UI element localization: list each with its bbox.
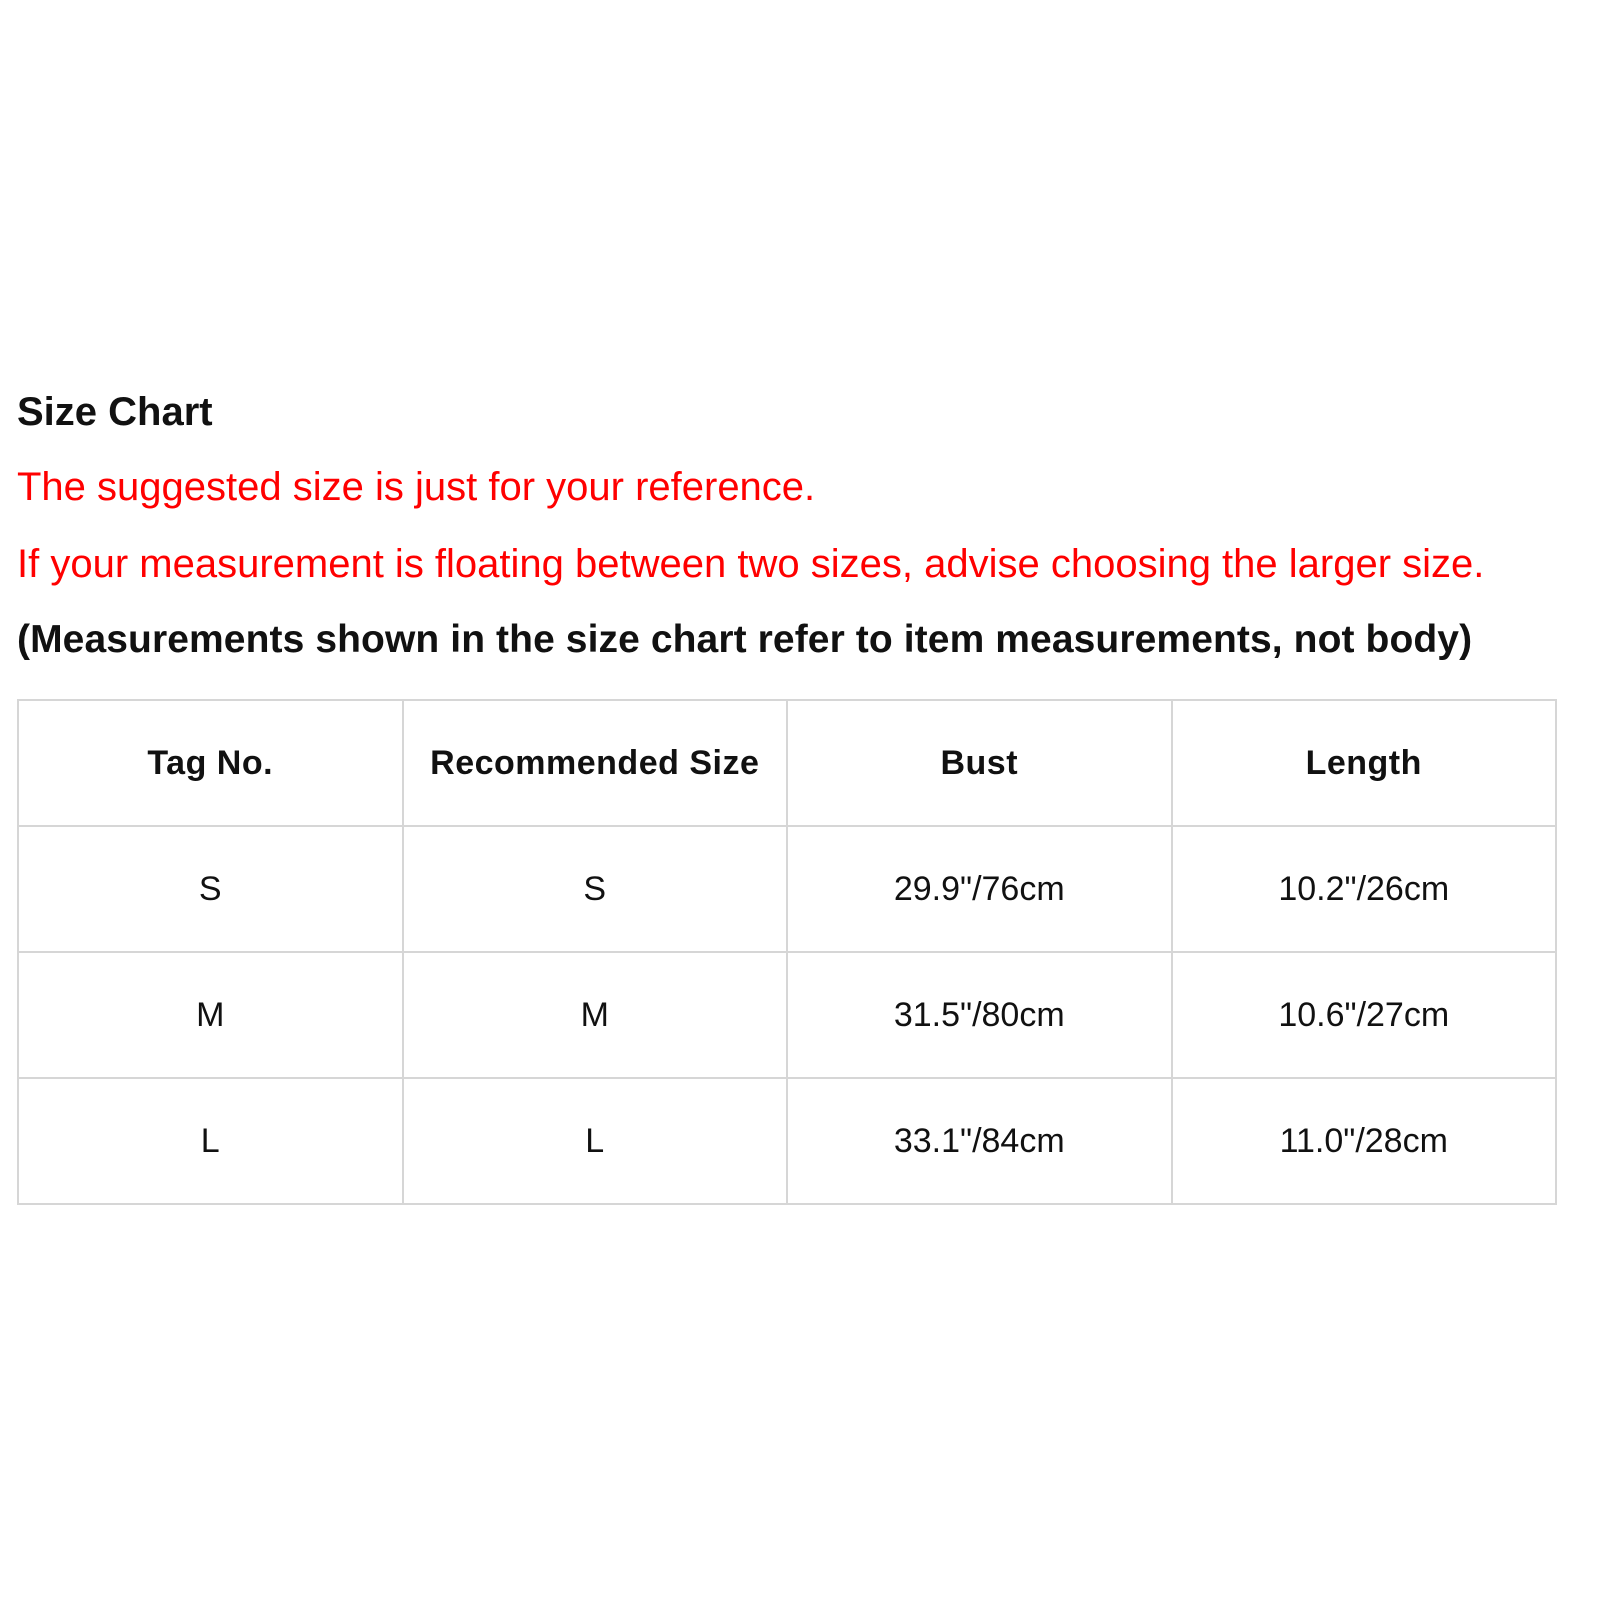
- size-note-between-sizes: If your measurement is floating between two sizes, advise choosing the larger size.: [17, 542, 1485, 586]
- table-row: [18, 826, 1556, 952]
- cell-bust: 33.1"/84cm: [787, 1078, 1172, 1204]
- cell-length: 11.0"/28cm: [1172, 1078, 1557, 1204]
- cell-bust: 29.9"/76cm: [787, 826, 1172, 952]
- header-length: Length: [1172, 700, 1557, 826]
- cell-tag-no: S: [18, 826, 403, 952]
- cell-recommended-size: M: [403, 952, 788, 1078]
- cell-length: 10.6"/27cm: [1172, 952, 1557, 1078]
- cell-recommended-size: S: [403, 826, 788, 952]
- header-tag-no: Tag No.: [18, 700, 403, 826]
- measurement-disclaimer: (Measurements shown in the size chart refer to item measurements, not body): [17, 618, 1473, 661]
- table-row: [18, 952, 1556, 1078]
- cell-tag-no: L: [18, 1078, 403, 1204]
- size-chart-table: [17, 699, 1557, 1205]
- page-title: Size Chart: [17, 390, 213, 434]
- header-bust: Bust: [787, 700, 1172, 826]
- cell-tag-no: M: [18, 952, 403, 1078]
- cell-recommended-size: L: [403, 1078, 788, 1204]
- header-recommended-size: Recommended Size: [403, 700, 788, 826]
- cell-length: 10.2"/26cm: [1172, 826, 1557, 952]
- cell-bust: 31.5"/80cm: [787, 952, 1172, 1078]
- table-row: [18, 1078, 1556, 1204]
- size-note-reference: The suggested size is just for your reference.: [17, 465, 816, 509]
- table-header-row: [18, 700, 1556, 826]
